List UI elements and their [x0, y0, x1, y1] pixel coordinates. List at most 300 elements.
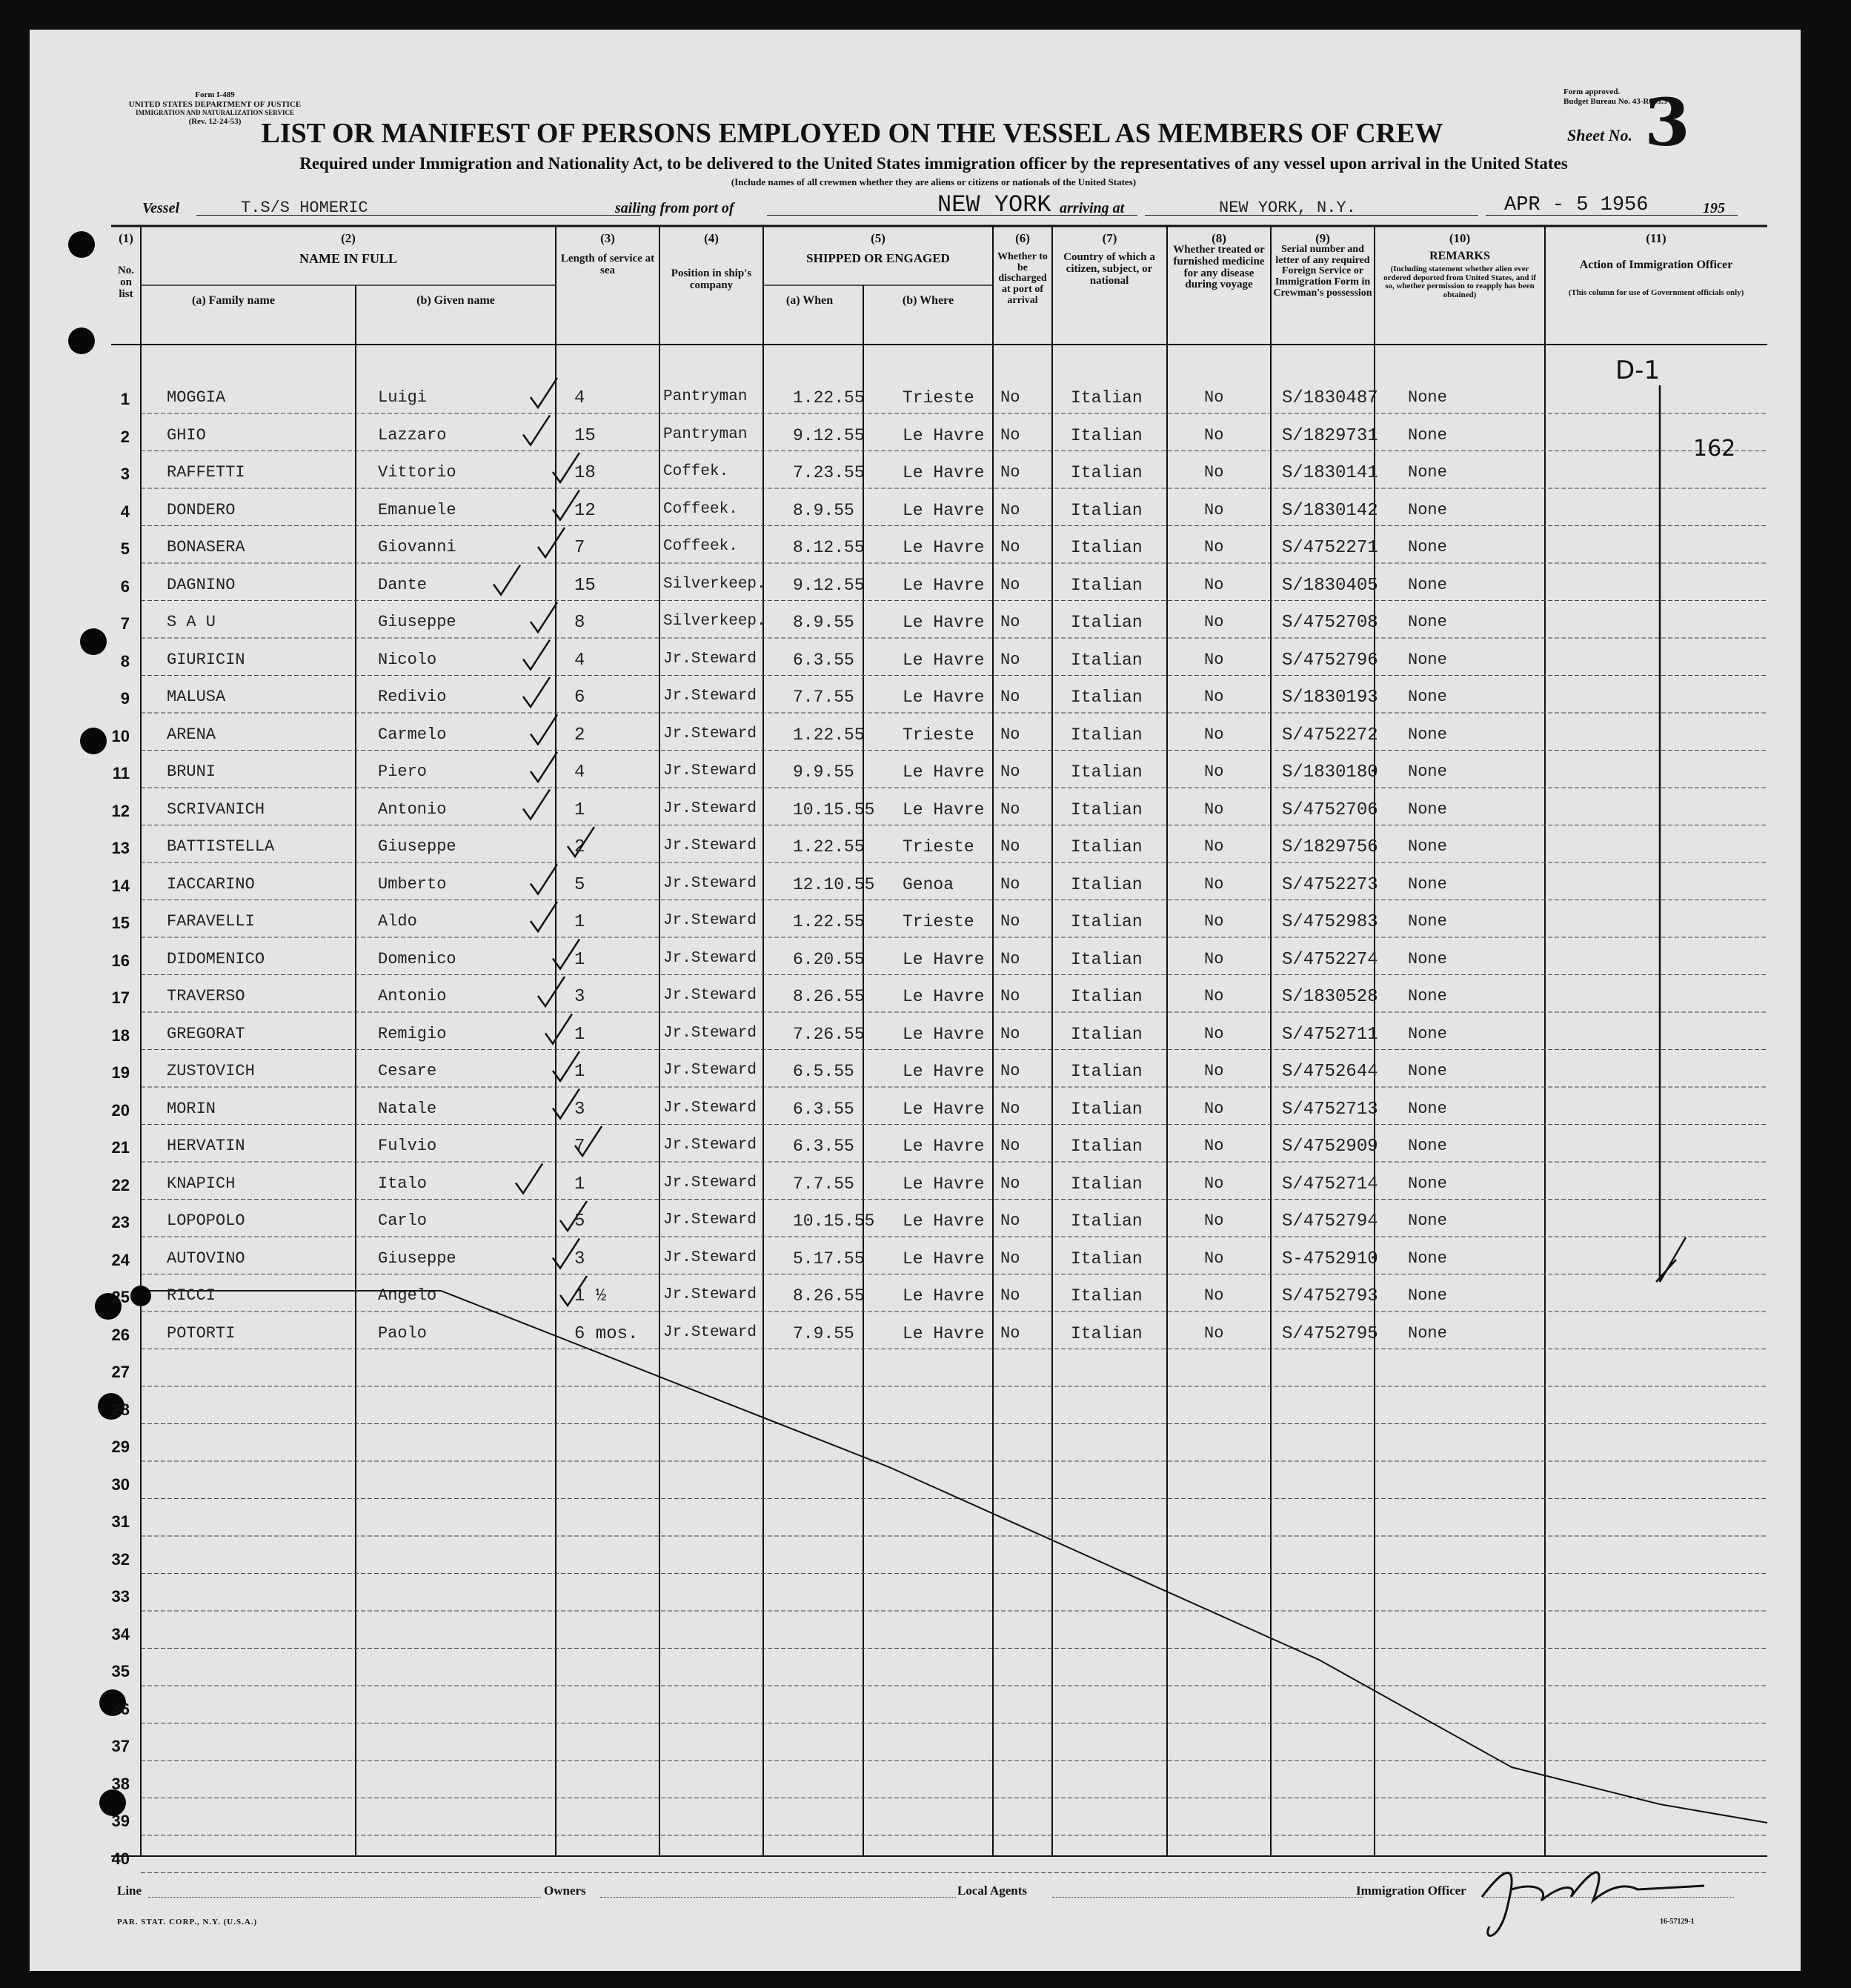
remarks-cell: None: [1408, 463, 1447, 482]
medicine-cell: No: [1204, 613, 1224, 631]
serial-number-cell: S/4752909: [1282, 1137, 1378, 1157]
print-code: 16-57129-1: [1660, 1918, 1695, 1926]
remarks-cell: None: [1408, 1323, 1447, 1343]
shipped-when-cell: 7.7.55: [793, 688, 854, 707]
given-name-cell: Vittorio: [378, 463, 456, 482]
row-number: 32: [111, 1549, 130, 1569]
medicine-cell: No: [1204, 388, 1224, 407]
medicine-cell: No: [1204, 1099, 1224, 1118]
given-name-cell: Aldo: [378, 912, 417, 931]
length-of-service-cell: 7: [574, 538, 585, 558]
position-cell: Silverkeep.: [663, 613, 766, 630]
remarks-cell: None: [1408, 1174, 1447, 1193]
family-name-cell: TRAVERSO: [167, 987, 245, 1005]
shipped-when-cell: 7.23.55: [793, 463, 865, 482]
medicine-cell: No: [1204, 500, 1224, 519]
empty-table-row: [30, 1506, 1801, 1536]
length-of-service-cell: 4: [574, 388, 585, 408]
shipped-when-cell: 1.22.55: [793, 388, 865, 408]
row-number: 36: [111, 1699, 130, 1718]
medicine-cell: No: [1204, 874, 1224, 894]
family-name-cell: SCRIVANICH: [167, 799, 265, 819]
table-row: [30, 1245, 1801, 1274]
given-name-cell: Redivio: [378, 688, 447, 706]
shipped-when-cell: 6.3.55: [793, 1137, 854, 1156]
empty-table-row: [30, 1806, 1801, 1835]
serial-number-cell: S/4752706: [1282, 799, 1378, 820]
remarks-cell: None: [1408, 425, 1447, 445]
remarks-cell: None: [1408, 949, 1447, 968]
row-number: 19: [111, 1063, 130, 1082]
empty-table-row: [30, 1544, 1801, 1574]
col3-header: Length of service at sea: [560, 253, 655, 276]
shipped-when-cell: 7.7.55: [793, 1174, 854, 1194]
col2-header: NAME IN FULL: [299, 251, 397, 266]
country-cell: Italian: [1071, 575, 1143, 595]
shipped-where-cell: Le Havre: [903, 463, 985, 482]
length-of-service-cell: 1: [574, 949, 585, 970]
discharged-cell: No: [1000, 1137, 1020, 1155]
country-cell: Italian: [1071, 688, 1143, 707]
vessel-line: [111, 191, 1771, 221]
col8-header: Whether treated or furnished medicine for any disease during voyage: [1173, 244, 1265, 291]
col6-number: (6): [1015, 231, 1030, 245]
given-name-cell: Italo: [378, 1174, 428, 1193]
family-name-cell: DIDOMENICO: [167, 949, 265, 968]
discharged-cell: No: [1000, 388, 1020, 407]
discharged-cell: No: [1000, 1323, 1020, 1343]
row-number: 38: [111, 1774, 130, 1793]
table-row: [30, 1057, 1801, 1087]
col10-number: (10): [1449, 231, 1471, 245]
given-name-cell: Remigio: [378, 1024, 447, 1043]
discharged-cell: No: [1000, 1211, 1020, 1230]
shipped-when-cell: 1.22.55: [793, 912, 865, 931]
empty-table-row: [30, 1731, 1801, 1761]
family-name-cell: GIURICIN: [167, 650, 245, 669]
shipped-where-cell: Le Havre: [903, 1323, 985, 1343]
given-name-cell: Paolo: [378, 1323, 428, 1343]
row-number: 22: [111, 1175, 130, 1194]
country-cell: Italian: [1071, 725, 1143, 745]
shipped-where-cell: Le Havre: [903, 538, 985, 557]
row-number: 1: [120, 390, 130, 408]
row-number: 23: [111, 1213, 130, 1231]
medicine-cell: No: [1204, 799, 1224, 819]
country-cell: Italian: [1071, 837, 1143, 857]
medicine-cell: No: [1204, 725, 1224, 744]
remarks-cell: None: [1408, 725, 1447, 744]
serial-number-cell: S/4752714: [1282, 1174, 1378, 1194]
vessel-label: Vessel: [142, 200, 179, 216]
medicine-cell: No: [1204, 1211, 1224, 1230]
table-row: [30, 796, 1801, 825]
footer-owners-label: Owners: [544, 1884, 586, 1898]
position-cell: Jr.Steward: [663, 1137, 757, 1154]
table-row: [30, 1132, 1801, 1162]
family-name-cell: RICCI: [167, 1286, 216, 1305]
col1-number: (1): [119, 231, 133, 245]
remarks-cell: None: [1408, 688, 1447, 706]
remarks-cell: None: [1408, 1024, 1447, 1043]
given-name-cell: Luigi: [378, 388, 428, 407]
serial-number-cell: S/1829756: [1282, 837, 1378, 857]
serial-number-cell: S/4752274: [1282, 949, 1378, 970]
col9-header: Serial number and letter of any required Foreign Service or Immigration Form in Crewman's possession: [1273, 244, 1372, 299]
empty-table-row: [30, 1469, 1801, 1499]
shipped-where-cell: Le Havre: [903, 1062, 985, 1081]
length-of-service-cell: 2: [574, 837, 585, 857]
discharged-cell: No: [1000, 1024, 1020, 1043]
family-name-cell: DAGNINO: [167, 575, 236, 594]
col2a-header: (a) Family name: [192, 294, 275, 307]
medicine-cell: No: [1204, 1024, 1224, 1043]
remarks-cell: None: [1408, 1211, 1447, 1230]
length-of-service-cell: 3: [574, 1099, 585, 1120]
medicine-cell: No: [1204, 1286, 1224, 1305]
discharged-cell: No: [1000, 949, 1020, 968]
row-number: 34: [111, 1624, 130, 1643]
row-number: 20: [111, 1100, 130, 1120]
row-number: 4: [120, 502, 130, 521]
serial-number-cell: S/4752273: [1282, 874, 1378, 895]
shipped-where-cell: Le Havre: [903, 575, 985, 595]
family-name-cell: BONASERA: [167, 538, 245, 556]
count-annotation: 162: [1693, 436, 1736, 462]
remarks-cell: None: [1408, 500, 1447, 519]
country-cell: Italian: [1071, 1062, 1143, 1081]
discharged-cell: No: [1000, 1062, 1020, 1080]
medicine-cell: No: [1204, 762, 1224, 781]
col5-number: (5): [871, 231, 885, 245]
officer-signature: [1556, 1860, 1615, 1878]
serial-number-cell: S/1830528: [1282, 987, 1378, 1007]
table-row: [30, 908, 1801, 937]
remarks-cell: None: [1408, 1249, 1447, 1268]
table-row: [30, 758, 1801, 788]
discharged-cell: No: [1000, 987, 1020, 1005]
table-row: [30, 1282, 1801, 1312]
length-of-service-cell: 5: [574, 1211, 585, 1231]
row-number: 30: [111, 1475, 130, 1494]
include-note: (Include names of all crewmen whether they are aliens or citizens or nationals of the United States): [731, 176, 1137, 187]
country-cell: Italian: [1071, 500, 1143, 520]
row-number: 6: [120, 576, 130, 596]
length-of-service-cell: 12: [574, 500, 596, 521]
table-row: [30, 608, 1801, 638]
form-subtitle: Required under Immigration and Nationality Act, to be delivered to the United States immigration officer by the representatives of any vessel upon arrival in the United States: [299, 154, 1568, 173]
shipped-when-cell: 8.26.55: [793, 1286, 865, 1306]
row-number: 37: [111, 1737, 130, 1755]
row-number: 9: [120, 689, 130, 708]
table-row: [30, 571, 1801, 601]
sheet-label: Sheet No.: [1567, 126, 1632, 144]
shipped-where-cell: Trieste: [903, 837, 974, 857]
col10-note: (Including statement whether alien ever ordered deported from United States, and if so, whether permission to reapply has been obtained): [1383, 265, 1536, 299]
serial-number-cell: S/4752644: [1282, 1062, 1378, 1082]
shipped-where-cell: Le Havre: [903, 425, 985, 445]
arriving-label: arriving at: [1060, 200, 1125, 216]
row-number: 10: [111, 726, 130, 745]
shipped-when-cell: 6.3.55: [793, 650, 854, 670]
row-number: 28: [111, 1400, 130, 1419]
table-row: [30, 459, 1801, 488]
manifest-sheet: [30, 30, 1801, 1971]
remarks-cell: None: [1408, 874, 1447, 894]
family-name-cell: GHIO: [167, 425, 206, 445]
serial-number-cell: S/4752793: [1282, 1286, 1378, 1306]
given-name-cell: Natale: [378, 1099, 437, 1118]
shipped-when-cell: 10.15.55: [793, 799, 875, 820]
empty-table-row: [30, 1844, 1801, 1873]
position-cell: Jr.Steward: [663, 1099, 757, 1117]
col10-header: REMARKS: [1429, 250, 1490, 262]
position-cell: Pantryman: [663, 388, 748, 405]
table-row: [30, 983, 1801, 1012]
sailing-from: NEW YORK: [937, 191, 1051, 219]
remarks-cell: None: [1408, 1062, 1447, 1080]
medicine-cell: No: [1204, 1249, 1224, 1268]
family-name-cell: S A U: [167, 613, 216, 631]
shipped-when-cell: 6.3.55: [793, 1099, 854, 1119]
remarks-cell: None: [1408, 650, 1447, 669]
remarks-cell: None: [1408, 1099, 1447, 1118]
family-name-cell: FARAVELLI: [167, 912, 255, 931]
country-cell: Italian: [1071, 613, 1143, 632]
col5a-header: (a) When: [785, 294, 834, 307]
row-number: 27: [111, 1363, 130, 1381]
length-of-service-cell: 6 mos.: [574, 1323, 639, 1344]
shipped-when-cell: 12.10.55: [793, 874, 875, 894]
discharged-cell: No: [1000, 500, 1020, 519]
binder-hole: [68, 328, 95, 354]
given-name-cell: Angelo: [378, 1286, 437, 1305]
length-of-service-cell: 18: [574, 463, 596, 483]
remarks-cell: None: [1408, 837, 1447, 856]
given-name-cell: Piero: [378, 762, 428, 781]
row-number: 5: [120, 539, 130, 558]
serial-number-cell: S-4752910: [1282, 1249, 1378, 1269]
row-number: 40: [111, 1849, 130, 1868]
discharged-cell: No: [1000, 874, 1020, 894]
sailing-label: sailing from port of: [615, 200, 734, 216]
position-cell: Jr.Steward: [663, 1249, 757, 1266]
length-of-service-cell: 4: [574, 650, 585, 671]
table-row: [30, 721, 1801, 751]
empty-table-row: [30, 1357, 1801, 1386]
country-cell: Italian: [1071, 1099, 1143, 1119]
country-cell: Italian: [1071, 1323, 1143, 1343]
col4-number: (4): [704, 231, 719, 245]
country-cell: Italian: [1071, 949, 1143, 969]
given-name-cell: Antonio: [378, 987, 447, 1005]
remarks-cell: None: [1408, 799, 1447, 819]
length-of-service-cell: 1: [574, 1174, 585, 1194]
table-row: [30, 533, 1801, 563]
family-name-cell: MORIN: [167, 1099, 216, 1118]
department-name: UNITED STATES DEPARTMENT OF JUSTICE: [128, 99, 302, 109]
serial-number-cell: S/1830180: [1282, 762, 1378, 782]
table-row: [30, 1320, 1801, 1349]
given-name-cell: Giovanni: [378, 538, 456, 556]
row-number: 14: [111, 876, 130, 895]
table-row: [30, 1207, 1801, 1237]
sheet-number: 3: [1644, 84, 1690, 161]
table-row: [30, 422, 1801, 451]
length-of-service-cell: 8: [574, 613, 585, 633]
length-of-service-cell: 1: [574, 799, 585, 820]
table-row: [30, 683, 1801, 713]
medicine-cell: No: [1204, 1062, 1224, 1080]
shipped-when-cell: 8.9.55: [793, 500, 854, 520]
discharged-cell: No: [1000, 463, 1020, 482]
service-name: IMMIGRATION AND NATURALIZATION SERVICE: [136, 109, 294, 117]
position-cell: Jr.Steward: [663, 799, 757, 817]
family-name-cell: LOPOPOLO: [167, 1211, 245, 1230]
col11-note: (This column for use of Government officials only): [1568, 288, 1744, 297]
table-row: [30, 646, 1801, 676]
position-cell: Jr.Steward: [663, 650, 757, 668]
shipped-where-cell: Le Havre: [903, 613, 985, 632]
row-number: 15: [111, 914, 130, 932]
shipped-when-cell: 6.20.55: [793, 949, 865, 969]
family-name-cell: MOGGIA: [167, 388, 226, 407]
shipped-where-cell: Le Havre: [903, 1024, 985, 1044]
country-cell: Italian: [1071, 1137, 1143, 1156]
shipped-where-cell: Le Havre: [903, 1286, 985, 1306]
given-name-cell: Carlo: [378, 1211, 428, 1230]
serial-number-cell: S/1830405: [1282, 575, 1378, 596]
discharged-cell: No: [1000, 575, 1020, 594]
length-of-service-cell: 4: [574, 762, 585, 782]
serial-number-cell: S/4752983: [1282, 912, 1378, 932]
col5-header: SHIPPED OR ENGAGED: [806, 251, 950, 265]
shipped-where-cell: Le Havre: [903, 949, 985, 969]
row-number: 12: [111, 801, 130, 820]
shipped-when-cell: 1.22.55: [793, 725, 865, 745]
col2-number: (2): [341, 231, 356, 245]
family-name-cell: BRUNI: [167, 762, 216, 781]
serial-number-cell: S/4752708: [1282, 613, 1378, 633]
position-cell: Jr.Steward: [663, 762, 757, 779]
discharged-cell: No: [1000, 650, 1020, 669]
shipped-where-cell: Le Havre: [903, 987, 985, 1006]
row-number: 2: [120, 427, 130, 446]
country-cell: Italian: [1071, 1024, 1143, 1044]
row-number: 7: [120, 614, 130, 633]
col3-number: (3): [600, 231, 615, 245]
remarks-cell: None: [1408, 613, 1447, 631]
shipped-when-cell: 9.9.55: [793, 762, 854, 782]
empty-table-row: [30, 1694, 1801, 1723]
given-name-cell: Umberto: [378, 874, 447, 894]
family-name-cell: AUTOVINO: [167, 1249, 245, 1268]
form-approved: Form approved.: [1563, 87, 1621, 96]
table-row: [30, 1020, 1801, 1050]
medicine-cell: No: [1204, 987, 1224, 1005]
col9-number: (9): [1315, 231, 1330, 245]
row-number: 11: [112, 764, 130, 782]
medicine-cell: No: [1204, 650, 1224, 669]
budget-bureau: Budget Bureau No. 43-R063.5: [1563, 96, 1668, 106]
discharged-cell: No: [1000, 688, 1020, 706]
position-cell: Jr.Steward: [663, 1286, 757, 1303]
family-name-cell: ZUSTOVICH: [167, 1062, 255, 1080]
row-number: 8: [120, 651, 130, 671]
length-of-service-cell: 5: [574, 874, 585, 895]
length-of-service-cell: 1: [574, 912, 585, 932]
given-name-cell: Giuseppe: [378, 837, 456, 856]
discharged-cell: No: [1000, 538, 1020, 556]
family-name-cell: RAFFETTI: [167, 463, 245, 482]
discharged-cell: No: [1000, 912, 1020, 931]
shipped-when-cell: 7.9.55: [793, 1323, 854, 1343]
shipped-where-cell: Le Havre: [903, 1137, 985, 1156]
shipped-when-cell: 9.12.55: [793, 575, 865, 595]
shipped-where-cell: Le Havre: [903, 688, 985, 707]
vessel-name: T.S/S HOMERIC: [241, 199, 368, 217]
row-number: 18: [111, 1025, 130, 1045]
position-cell: Jr.Steward: [663, 987, 757, 1004]
medicine-cell: No: [1204, 912, 1224, 931]
col7-header: Country of which a citizen, subject, or national: [1063, 251, 1155, 287]
remarks-cell: None: [1408, 538, 1447, 556]
country-cell: Italian: [1071, 762, 1143, 782]
row-number: 16: [111, 951, 130, 970]
empty-table-row: [30, 1656, 1801, 1686]
position-cell: Coffeek.: [663, 538, 738, 555]
length-of-service-cell: 3: [574, 987, 585, 1007]
country-cell: Italian: [1071, 388, 1143, 408]
position-cell: Silverkeep.: [663, 575, 766, 593]
footer-officer-label: Immigration Officer: [1356, 1884, 1466, 1898]
table-row: [30, 1170, 1801, 1200]
shipped-where-cell: Trieste: [903, 725, 974, 745]
position-cell: Jr.Steward: [663, 837, 757, 854]
form-number: Form I-489: [195, 90, 235, 99]
country-cell: Italian: [1071, 912, 1143, 931]
length-of-service-cell: 15: [574, 425, 596, 446]
serial-number-cell: S/1830141: [1282, 463, 1378, 483]
given-name-cell: Fulvio: [378, 1137, 437, 1155]
position-cell: Pantryman: [663, 425, 748, 443]
shipped-where-cell: Le Havre: [903, 1211, 985, 1231]
length-of-service-cell: 6: [574, 688, 585, 708]
shipped-when-cell: 9.12.55: [793, 425, 865, 445]
family-name-cell: BATTISTELLA: [167, 837, 275, 856]
col11-header: Action of Immigration Officer: [1579, 259, 1733, 271]
shipped-where-cell: Genoa: [903, 874, 954, 894]
shipped-where-cell: Trieste: [903, 388, 974, 408]
table-row: [30, 496, 1801, 526]
position-cell: Jr.Steward: [663, 1211, 757, 1229]
shipped-when-cell: 6.5.55: [793, 1062, 854, 1081]
discharged-cell: No: [1000, 1249, 1020, 1268]
col7-number: (7): [1102, 231, 1117, 245]
shipped-when-cell: 7.26.55: [793, 1024, 865, 1044]
country-cell: Italian: [1071, 1249, 1143, 1269]
family-name-cell: DONDERO: [167, 500, 236, 519]
family-name-cell: MALUSA: [167, 688, 226, 706]
length-of-service-cell: 1: [574, 1062, 585, 1082]
printer-imprint: PAR. STAT. CORP., N.Y. (U.S.A.): [117, 1918, 258, 1927]
row-number: 3: [120, 465, 130, 483]
country-cell: Italian: [1071, 463, 1143, 482]
medicine-cell: No: [1204, 463, 1224, 482]
row-number: 33: [111, 1587, 130, 1606]
remarks-cell: None: [1408, 388, 1447, 407]
given-name-cell: Dante: [378, 575, 428, 594]
